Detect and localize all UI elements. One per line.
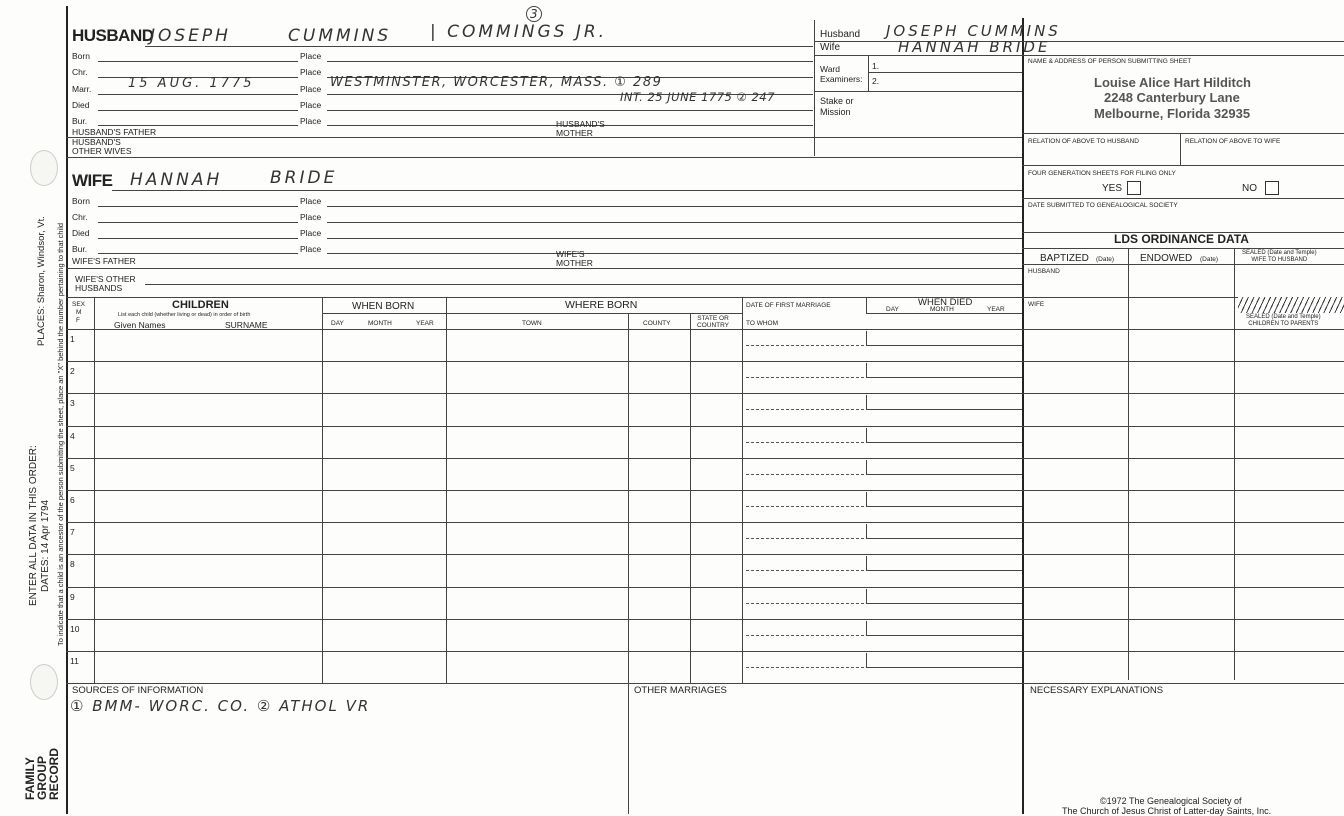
husband-died-label: Died <box>72 100 90 110</box>
died-line <box>866 442 1022 443</box>
hdr-ex1: 1. <box>872 61 880 71</box>
lds-endowed-date: (Date) <box>1200 256 1219 263</box>
submitter-label: NAME & ADDRESS OF PERSON SUBMITTING SHEET <box>1028 58 1192 65</box>
died-line <box>866 603 1022 604</box>
wife-born-label: Born <box>72 196 90 206</box>
hdr-ward-line <box>814 91 1022 92</box>
four-gen-bottom <box>1022 198 1344 199</box>
lds-title: LDS ORDINANCE DATA <box>1114 232 1249 246</box>
husband-father-label: HUSBAND'S FATHER <box>72 127 157 137</box>
margin-enter-all: ENTER ALL DATA IN THIS ORDER: <box>28 445 39 606</box>
child-row-line <box>66 393 1344 394</box>
relation-wife-label: RELATION OF ABOVE TO WIFE <box>1185 138 1281 145</box>
lds-baptized-date: (Date) <box>1096 256 1115 263</box>
hdr-husband-name: JOSEPH CUMMINS <box>886 22 1061 40</box>
date-submitted-label: DATE SUBMITTED TO GENEALOGICAL SOCIETY <box>1028 202 1178 209</box>
col-when-died: WHEN DIED <box>918 297 973 308</box>
margin-dates: DATES: 14 Apr 1794 <box>40 499 51 592</box>
first-marriage-dash <box>746 667 864 668</box>
relation-divider <box>1180 133 1181 165</box>
died-line <box>866 570 1022 571</box>
submitter-street: 2248 Canterbury Lane <box>1104 90 1240 105</box>
child-row-number: 10 <box>70 623 80 634</box>
children-header-bottom <box>66 329 1344 330</box>
husband-died-line <box>98 110 298 111</box>
husband-marr-note: INT. 25 JUNE 1775 ② 247 <box>620 90 775 104</box>
child-row-number: 7 <box>70 527 75 538</box>
lds-sealed-children: SEALED (Date and Temple) CHILDREN TO PARENTS <box>1246 314 1321 327</box>
first-marriage-dash <box>746 506 864 507</box>
copyright-line1: ©1972 The Genealogical Society of <box>1100 796 1242 806</box>
husband-died-place-line <box>327 110 813 111</box>
child-row-number: 1 <box>70 334 75 344</box>
died-line <box>866 345 1022 346</box>
col-children: CHILDREN <box>172 299 229 311</box>
husband-other-wives-label: HUSBAND'S OTHER WIVES <box>72 137 132 156</box>
husband-marr-place-label: Place <box>300 84 322 94</box>
wife-father-line <box>66 268 1022 269</box>
died-bracket <box>866 653 867 668</box>
wife-chr-place-label: Place <box>300 212 322 222</box>
child-row-line <box>66 426 1344 427</box>
relation-bottom <box>1022 165 1344 166</box>
husband-chr-place-label: Place <box>300 67 322 77</box>
husband-name-line <box>145 46 813 47</box>
husband-chr-label: Chr. <box>72 67 88 77</box>
col-day: DAY <box>331 320 344 327</box>
wife-bur-line <box>98 253 298 254</box>
col-to-whom: TO WHOM <box>746 320 779 327</box>
col-when-born: WHEN BORN <box>352 301 415 312</box>
child-row-number: 8 <box>70 559 75 570</box>
col-given-names: Given Names <box>114 320 166 330</box>
died-header-line <box>866 313 1022 314</box>
where-born-sub-line <box>446 313 742 314</box>
lds-endowed: ENDOWED <box>1140 253 1193 264</box>
form-title: FAMILY GROUP RECORD <box>23 747 61 800</box>
lds-sealed-wife: SEALED (Date and Temple) WIFE TO HUSBAND <box>1242 250 1317 263</box>
died-bracket <box>866 428 867 443</box>
husband-bur-label: Bur. <box>72 116 88 126</box>
hdr-stake-label: Stake or Mission <box>820 96 854 117</box>
punch-hole-bottom <box>30 664 58 700</box>
child-row-number: 5 <box>70 462 75 473</box>
hdr-ward-label: Ward <box>820 64 840 74</box>
col-state: STATE OR COUNTRY <box>697 315 730 329</box>
col-town: TOWN <box>522 320 542 327</box>
margin-instruction: To indicate that a child is an ancestor of the person submitting the sheet, place an "X" behind the number pertaining to that child <box>56 222 65 646</box>
wife-surname: BRIDE <box>270 168 338 188</box>
child-row-line <box>66 361 1344 362</box>
lds-baptized: BAPTIZED <box>1040 253 1089 264</box>
wife-died-place-label: Place <box>300 228 322 238</box>
husband-other-wives-line <box>66 157 1022 158</box>
husband-marr-label: Marr. <box>72 84 92 94</box>
lds-subhdr-bottom <box>1022 264 1344 265</box>
col-year: YEAR <box>416 320 434 327</box>
child-row-line <box>66 458 1344 459</box>
submitter-box-bottom <box>1022 133 1344 134</box>
died-bracket <box>866 363 867 378</box>
relation-husband-label: RELATION OF ABOVE TO HUSBAND <box>1028 138 1139 145</box>
col-children-sub: List each child (whether living or dead) in order of birth <box>118 312 251 318</box>
col-first-marriage: DATE OF FIRST MARRIAGE <box>746 302 831 309</box>
husband-born-place-label: Place <box>300 51 322 61</box>
yes-label: YES <box>1102 183 1123 194</box>
child-row-line <box>66 490 1344 491</box>
col-surname: SURNAME <box>225 320 268 330</box>
col-div-county <box>690 313 691 683</box>
col-died-day: DAY <box>886 306 899 313</box>
wife-bur-place-label: Place <box>300 244 322 254</box>
first-marriage-dash <box>746 345 864 346</box>
submitter-name: Louise Alice Hart Hilditch <box>1094 75 1251 90</box>
died-bracket <box>866 492 867 507</box>
died-bracket <box>866 460 867 475</box>
husband-bur-place-label: Place <box>300 116 322 126</box>
col-died-month: MONTH <box>930 306 954 313</box>
copyright-line2: The Church of Jesus Christ of Latter-day Saints, Inc. <box>1062 806 1272 816</box>
lds-husband-label: HUSBAND <box>1028 268 1060 275</box>
first-marriage-dash <box>746 635 864 636</box>
wife-chr-place-line <box>327 222 1022 223</box>
died-line <box>866 635 1022 636</box>
wife-mother-label: WIFE'S MOTHER <box>556 249 593 268</box>
col-f: F <box>76 317 80 324</box>
husband-marr-date: 15 AUG. 1775 <box>128 76 255 91</box>
sources-label: SOURCES OF INFORMATION <box>72 685 204 696</box>
husband-title: HUSBAND <box>72 26 154 45</box>
first-marriage-dash <box>746 570 864 571</box>
footer-divider <box>628 683 629 814</box>
wife-died-place-line <box>327 238 1022 239</box>
wife-name-line <box>112 190 1022 191</box>
first-marriage-dash <box>746 442 864 443</box>
died-line <box>866 667 1022 668</box>
col-where-born: WHERE BORN <box>565 299 638 311</box>
child-row-number: 2 <box>70 366 75 377</box>
child-row-number: 9 <box>70 591 75 602</box>
child-row-line <box>66 554 1344 555</box>
col-sex: SEX <box>72 301 86 308</box>
wife-father-label: WIFE'S FATHER <box>72 256 136 266</box>
when-born-sub-line <box>322 313 446 314</box>
husband-circle-note: 3 <box>526 6 542 22</box>
punch-hole-top <box>30 150 58 186</box>
husband-father-line <box>66 137 1022 138</box>
col-month: MONTH <box>368 320 392 327</box>
yes-checkbox[interactable] <box>1127 181 1141 195</box>
child-row-number: 6 <box>70 495 75 505</box>
first-marriage-dash <box>746 538 864 539</box>
died-line <box>866 377 1022 378</box>
wife-born-place-line <box>327 206 1022 207</box>
sources-text: ① BMM- WORC. CO. ② ATHOL VR <box>70 697 371 715</box>
husband-alt-name: | COMMINGS JR. <box>430 22 608 42</box>
husband-given-name: JOSEPH <box>150 26 231 46</box>
submitter-city: Melbourne, Florida 32935 <box>1094 106 1251 121</box>
lds-title-bottom <box>1022 248 1344 249</box>
other-marriages-label: OTHER MARRIAGES <box>634 685 727 696</box>
hdr-ex1-line <box>868 72 1022 73</box>
wife-bur-place-line <box>327 253 1022 254</box>
explanations-label: NECESSARY EXPLANATIONS <box>1030 685 1164 696</box>
hdr-husband-line <box>814 41 1344 42</box>
wife-chr-label: Chr. <box>72 212 88 222</box>
wife-chr-line <box>98 222 298 223</box>
right-panel-border <box>1022 18 1024 814</box>
col-div-town <box>628 313 629 683</box>
child-row-number: 3 <box>70 398 75 409</box>
no-label: NO <box>1242 183 1257 194</box>
wife-title: WIFE <box>72 171 113 190</box>
hdr-wife-line <box>814 55 1344 56</box>
died-line <box>866 506 1022 507</box>
husband-died-place-label: Place <box>300 100 322 110</box>
children-table-bottom <box>66 683 1344 684</box>
wife-other-husbands-label: WIFE'S OTHER HUSBANDS <box>75 274 136 293</box>
child-row-number: 11 <box>70 656 79 666</box>
hdr-ex2: 2. <box>872 76 880 86</box>
hdr-examiners-label: Examiners: <box>820 74 863 84</box>
child-row-line <box>66 619 1344 620</box>
died-bracket <box>866 589 867 604</box>
husband-bur-line <box>98 125 298 126</box>
first-marriage-dash <box>746 409 864 410</box>
hdr-wife-name: HANNAH BRIDE <box>898 38 1051 56</box>
lds-col2 <box>1234 248 1235 680</box>
husband-born-place-line <box>327 61 813 62</box>
died-bracket <box>866 556 867 571</box>
lds-col1 <box>1128 248 1129 680</box>
child-row-line <box>66 587 1344 588</box>
child-row-line <box>66 651 1344 652</box>
died-bracket <box>866 331 867 346</box>
form-left-border <box>66 6 68 814</box>
died-line <box>866 474 1022 475</box>
margin-places: PLACES: Sharon, Windsor, Vt. <box>36 216 47 346</box>
child-row-line <box>66 522 1344 523</box>
husband-marr-line <box>98 94 298 95</box>
wife-other-husbands-line <box>145 284 1022 285</box>
died-bracket <box>866 524 867 539</box>
wife-died-label: Died <box>72 228 90 238</box>
wife-born-line <box>98 206 298 207</box>
first-marriage-dash <box>746 474 864 475</box>
col-county: COUNTY <box>643 320 671 327</box>
hdr-husband-label: Husband <box>820 29 861 40</box>
wife-bur-label: Bur. <box>72 244 88 254</box>
husband-marr-place: WESTMINSTER, WORCESTER, MASS. ① 289 <box>330 75 663 90</box>
lds-wife-label: WIFE <box>1028 301 1045 308</box>
hdr-ward-divider <box>868 55 869 91</box>
col-died-year: YEAR <box>987 306 1005 313</box>
four-gen-label: FOUR GENERATION SHEETS FOR FILING ONLY <box>1028 170 1176 177</box>
died-line <box>866 538 1022 539</box>
husband-mother-label: HUSBAND'S MOTHER <box>556 119 605 138</box>
wife-given-name: HANNAH <box>130 170 223 190</box>
husband-born-line <box>98 61 298 62</box>
child-row-number: 4 <box>70 430 75 441</box>
no-checkbox[interactable] <box>1265 181 1279 195</box>
col-div-died <box>866 297 867 313</box>
first-marriage-dash <box>746 377 864 378</box>
died-line <box>866 409 1022 410</box>
husband-surname: CUMMINS <box>288 26 392 46</box>
hdr-wife-label: Wife <box>820 42 840 53</box>
lds-hatched-box <box>1238 297 1344 313</box>
husband-born-label: Born <box>72 51 90 61</box>
died-bracket <box>866 395 867 410</box>
first-marriage-dash <box>746 603 864 604</box>
died-bracket <box>866 621 867 636</box>
col-m: M <box>76 309 82 316</box>
wife-born-place-label: Place <box>300 196 322 206</box>
wife-died-line <box>98 238 298 239</box>
